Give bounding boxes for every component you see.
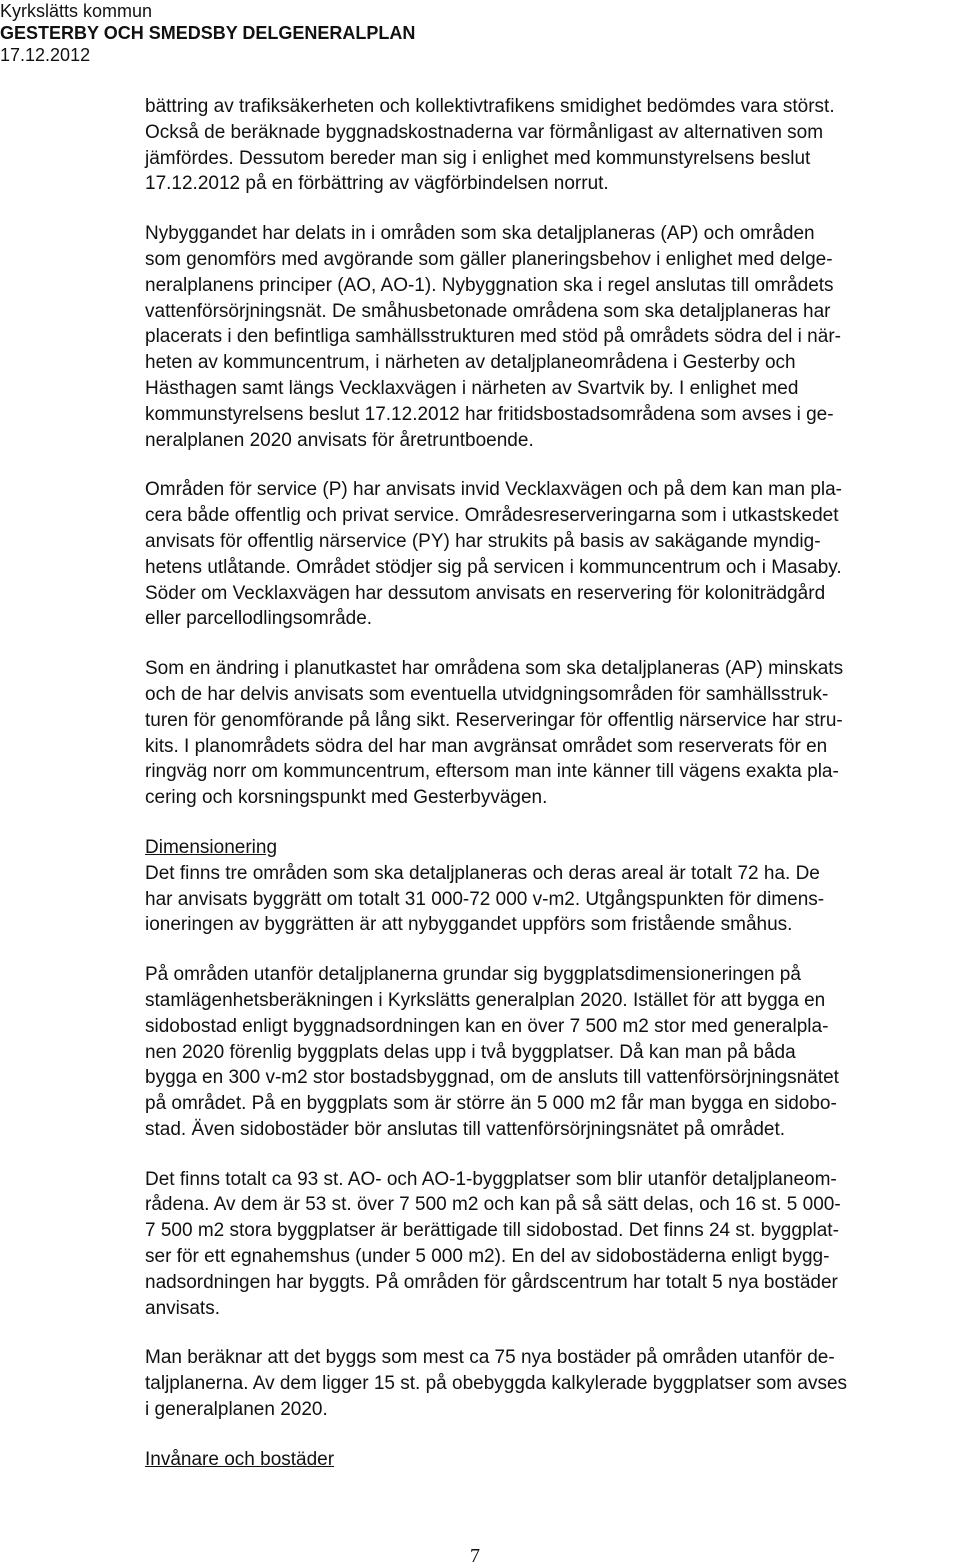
text-line: cera både offentlig och privat service. Områdesreserveringarna som i utkastskedet <box>145 505 839 527</box>
dimensionering-section <box>145 835 960 938</box>
municipality-name: Kyrkslätts kommun <box>0 1 153 21</box>
page-header <box>0 0 700 66</box>
document-date: 17.12.2012 <box>0 45 91 65</box>
text-line: neralplanens principer (AO, AO-1). Nybyggnation ska i regel anslutas till områdets <box>145 274 834 296</box>
text-line: vattenförsörjningsnät. De småhusbetonade områdena som ska detaljplaneras har <box>145 300 831 322</box>
text-line: På områden utanför detaljplanerna grundar sig byggplatsdimensioneringen på <box>145 964 801 986</box>
text-line: anvisats för offentlig närservice (PY) har strukits på basis av sakägande myndig- <box>145 530 821 552</box>
paragraph <box>145 962 960 1143</box>
text-line: Också de beräknade byggnadskostnaderna var förmånligast av alternativen som <box>145 121 824 143</box>
paragraph <box>145 656 960 811</box>
text-line: i generalplanen 2020. <box>145 1399 328 1421</box>
paragraph <box>145 221 960 453</box>
text-line: ser för ett egnahemshus (under 5 000 m2). En del av sidobostäderna enligt bygg- <box>145 1246 830 1268</box>
text-line: 17.12.2012 på en förbättring av vägförbindelsen norrut. <box>145 173 609 195</box>
text-line: anvisats. <box>145 1297 220 1319</box>
text-line: stamlägenhetsberäkningen i Kyrkslätts generalplan 2020. Istället för att bygga en <box>145 989 826 1011</box>
page-number: 7 <box>470 1545 480 1567</box>
text-line: hetens utlåtande. Området stödjer sig på servicen i kommuncentrum och i Masaby. <box>145 556 842 578</box>
text-line: som genomförs med avgörande som gäller planeringsbehov i enlighet med delge- <box>145 248 833 270</box>
text-line: placerats i den befintliga samhällsstrukturen med stöd på områdets södra del i när- <box>145 326 841 348</box>
text-line: Det finns totalt ca 93 st. AO- och AO-1-byggplatser som blir utanför detaljplaneom- <box>145 1168 837 1190</box>
paragraph <box>145 1345 960 1422</box>
document-body <box>145 94 960 1473</box>
text-line: rådena. Av dem är 53 st. över 7 500 m2 och kan på så sätt delas, och 16 st. 5 000- <box>145 1194 841 1216</box>
section-heading-invanare: Invånare och bostäder <box>145 1448 335 1470</box>
text-line: taljplanerna. Av dem ligger 15 st. på obebyggda kalkylerade byggplatser som avses <box>145 1373 848 1395</box>
text-line: Områden för service (P) har anvisats invid Vecklaxvägen och på dem kan man pla- <box>145 479 842 501</box>
text-line: nadsordningen har byggts. På områden för gårdscentrum har totalt 5 nya bostäder <box>145 1271 838 1293</box>
text-line: 7 500 m2 stora byggplatser är berättigade till sidobostad. Det finns 24 st. byggplat- <box>145 1220 839 1242</box>
text-line: bygga en 300 v-m2 stor bostadsbyggnad, om de ansluts till vattenförsörjningsnätet <box>145 1067 839 1089</box>
paragraph <box>145 477 960 632</box>
text-line: Hästhagen samt längs Vecklaxvägen i närheten av Svartvik by. I enlighet med <box>145 377 799 399</box>
text-line: Söder om Vecklaxvägen har dessutom anvisats en reservering för koloniträdgård <box>145 582 826 604</box>
section-heading-container <box>145 1447 960 1473</box>
text-line: Nybyggandet har delats in i områden som ska detaljplaneras (AP) och områden <box>145 223 815 245</box>
text-line: sidobostad enligt byggnadsordningen kan en över 7 500 m2 stor med generalpla- <box>145 1015 829 1037</box>
text-line: neralplanen 2020 anvisats för åretruntboende. <box>145 429 534 451</box>
text-line: nen 2020 förenlig byggplats delas upp i två byggplatser. Då kan man på båda <box>145 1041 796 1063</box>
text-line: och de har delvis anvisats som eventuella utvidgningsområden för samhällsstruk- <box>145 683 829 705</box>
plan-title: GESTERBY OCH SMEDSBY DELGENERALPLAN <box>0 23 416 43</box>
text-line: cering och korsningspunkt med Gesterbyvägen. <box>145 787 548 809</box>
text-line: jämfördes. Dessutom bereder man sig i enlighet med kommunstyrelsens beslut <box>145 147 811 169</box>
text-line: eller parcellodlingsområde. <box>145 608 373 630</box>
text-line: Det finns tre områden som ska detaljplaneras och deras areal är totalt 72 ha. De <box>145 862 820 884</box>
text-line: Man beräknar att det byggs som mest ca 75 nya bostäder på områden utanför de- <box>145 1347 835 1369</box>
text-line: kommunstyrelsens beslut 17.12.2012 har fritidsbostadsområdena som avses i ge- <box>145 403 834 425</box>
text-line: ringväg norr om kommuncentrum, eftersom man inte känner till vägens exakta pla- <box>145 761 839 783</box>
text-line: Som en ändring i planutkastet har områdena som ska detaljplaneras (AP) minskats <box>145 658 844 680</box>
paragraph <box>145 1167 960 1322</box>
paragraph <box>145 94 960 197</box>
text-line: heten av kommuncentrum, i närheten av detaljplaneområdena i Gesterby och <box>145 352 796 374</box>
section-heading-dimensionering: Dimensionering <box>145 836 278 858</box>
text-line: på området. På en byggplats som är större än 5 000 m2 får man bygga en sidobo- <box>145 1093 837 1115</box>
text-line: kits. I planområdets södra del har man avgränsat området som reserverats för en <box>145 735 828 757</box>
text-line: ioneringen av byggrätten är att nybyggandet uppförs som fristående småhus. <box>145 914 793 936</box>
text-line: turen för genomförande på lång sikt. Reserveringar för offentlig närservice har stru- <box>145 709 843 731</box>
text-line: har anvisats byggrätt om totalt 31 000-72 000 v-m2. Utgångspunkten för dimens- <box>145 888 825 910</box>
text-line: stad. Även sidobostäder bör anslutas till vattenförsörjningsnätet på området. <box>145 1118 786 1140</box>
text-line: bättring av trafiksäkerheten och kollektivtrafikens smidighet bedömdes vara störst. <box>145 96 835 117</box>
